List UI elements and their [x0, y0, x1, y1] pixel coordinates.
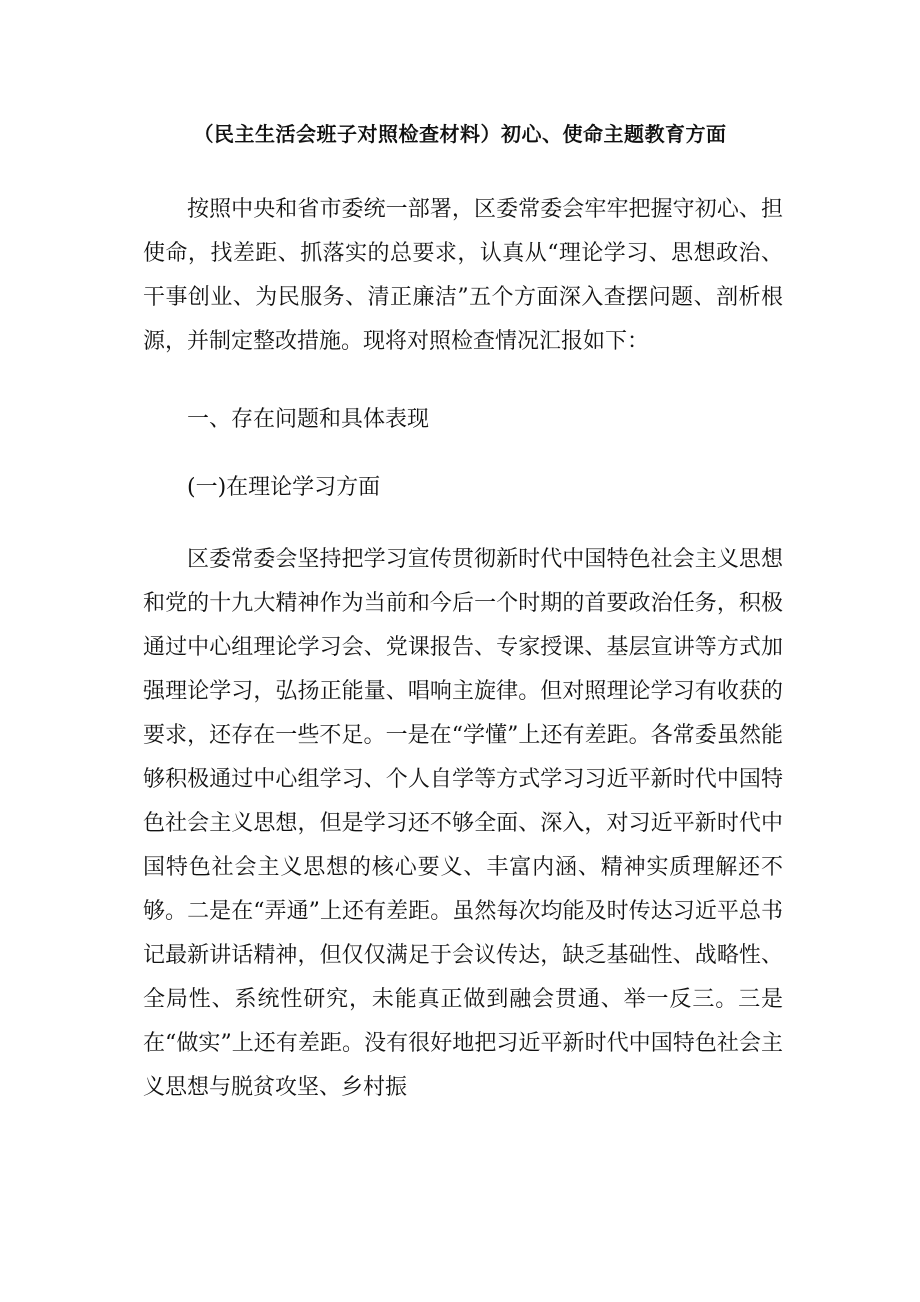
document-title: （民主生活会班子对照检查材料）初心、使命主题教育方面 [193, 122, 727, 146]
body-paragraph: 区委常委会坚持把学习宣传贯彻新时代中国特色社会主义思想和党的十九大精神作为当前和今后一个时期的首要政治任务，积极通过中心组理论学习会、党课报告、专家授课、基层宣讲等方式加强理论学习，弘扬正能量、唱响主旋律。但对照理论学习有收获的要求，还存在一些不足。一是在“学懂”上还有差距。各常委虽然能够积极通过中心组学习、个人自学等方式学习习近平新时代中国特色社会主义思想，但是学习还不够全面、深入，对习近平新时代中国特色社会主义思想的核心要义、丰富内涵、精神实质理解还不够。二是在“弄通”上还有差距。虽然每次均能及时传达习近平总书记最新讲话精神，但仅仅满足于会议传达，缺乏基础性、战略性、全局性、系统性研究，未能真正做到融会贯通、举一反三。三是在“做实”上还有差距。没有很好地把习近平新时代中国特色社会主义思想与脱贫攻坚、乡村振 [143, 547, 783, 1100]
intro-paragraph: 按照中央和省市委统一部署，区委常委会牢牢把握守初心、担使命，找差距、抓落实的总要求，认真从“理论学习、思想政治、干事创业、为民服务、清正廉洁”五个方面深入查摆问题、剖析根源，并制定整改措施。现将对照检查情况汇报如下： [143, 197, 783, 354]
section-heading: 一、存在问题和具体表现 [187, 407, 430, 432]
subsection-heading: (一)在理论学习方面 [187, 475, 381, 500]
